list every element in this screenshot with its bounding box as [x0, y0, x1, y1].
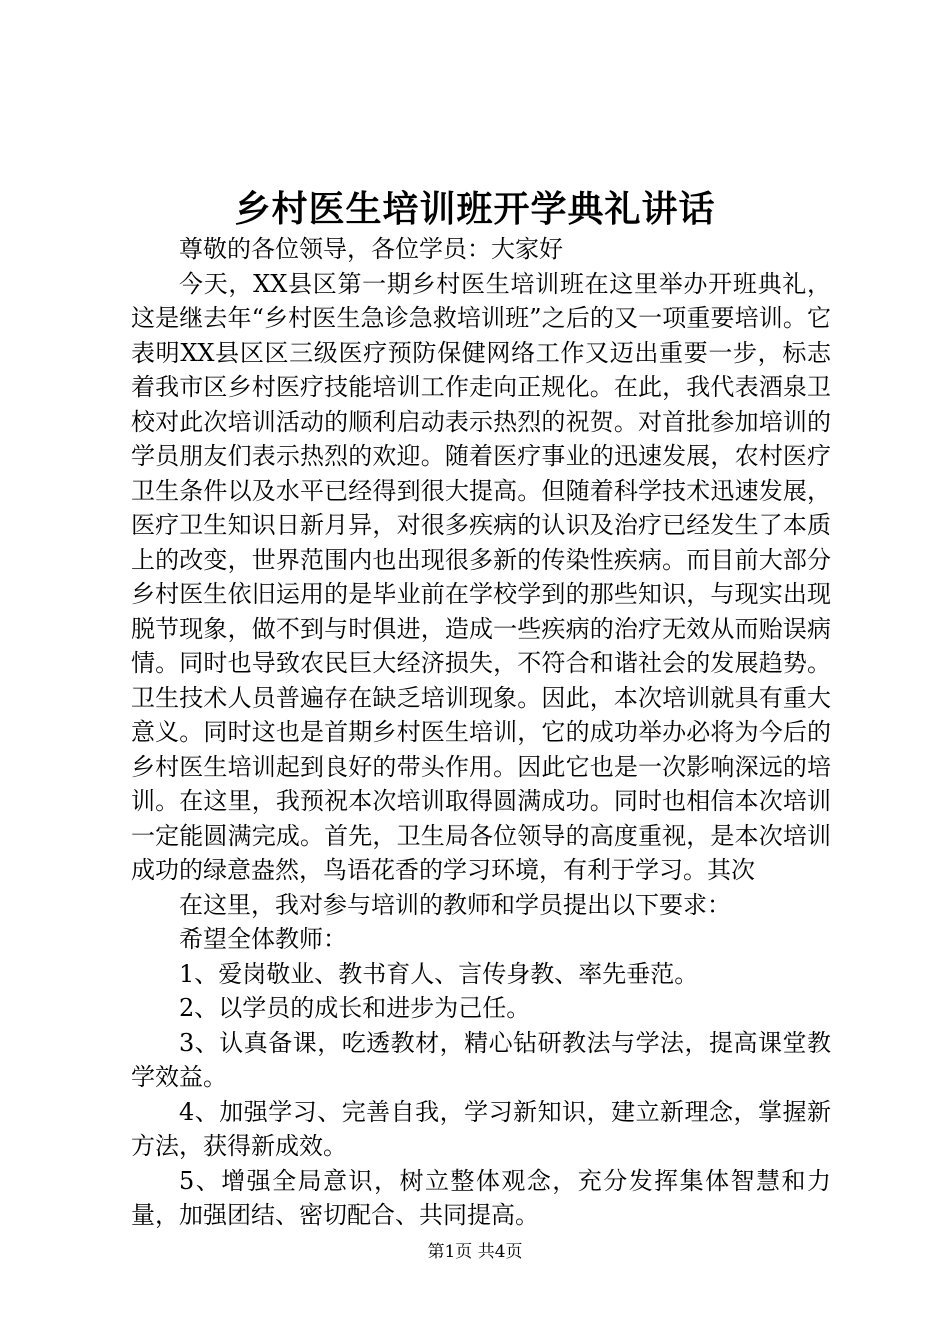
list-item-1: 1、爱岗敬业、教书育人、言传身教、率先垂范。: [179, 959, 699, 988]
list-item-4: 4、加强学习、完善自我，学习新知识，建立新理念，掌握新方法，获得新成效。: [131, 1097, 831, 1160]
page-footer: 第1页 共4页: [427, 1242, 523, 1262]
list-item-5: 5、增强全局意识，树立整体观念，充分发挥集体智慧和力量，加强团结、密切配合、共同提高。: [131, 1166, 831, 1229]
list-item-3: 3、认真备课，吃透教材，精心钻研教法与学法，提高课堂教学效益。: [131, 1028, 831, 1091]
document-title: 乡村医生培训班开学典礼讲话: [234, 188, 716, 230]
list-item-2: 2、以学员的成长和进步为己任。: [179, 994, 531, 1022]
paragraph-main: 今天，XX县区第一期乡村医生培训班在这里举办开班典礼，这是继去年“乡村医生急诊急救培训班”之后的又一项重要培训。它表明XX县区区三级医疗预防保健网络工作又迈出重要一步，标志着我市区乡村医疗技能培训工作走向正规化。在此，我代表酒泉卫校对此次培训活动的顺利启动表示热烈的祝贺。对首批参加培训的学员朋友们表示热烈的欢迎。随着医疗事业的迅速发展，农村医疗卫生条件以及水平已经得到很大提高。但随着科学技术迅速发展，医疗卫生知识日新月异，对很多疾病的认识及治疗已经发生了本质上的改变，世界范围内也出现很多新的传染性疾病。而目前大部分乡村医生依旧运用的是毕业前在学校学到的那些知识，与现实出现脱节现象，做不到与时俱进，造成一些疾病的治疗无效从而贻误病情。同时也导致农民巨大经济损失，不符合和谐社会的发展趋势。卫生技术人员普遍存在缺乏培训现象。因此，本次培训就具有重大意义。同时这也是首期乡村医生培训，它的成功举办必将为今后的乡村医生培训起到良好的带头作用。因此它也是一次影响深远的培训。在这里，我预祝本次培训取得圆满成功。同时也相信本次培训一定能圆满完成。首先，卫生局各位领导的高度重视，是本次培训成功的绿意盎然，鸟语花香的学习环境，有利于学习。其次: [131, 269, 831, 884]
paragraph-requirements-intro: 在这里，我对参与培训的教师和学员提出以下要求：: [179, 890, 731, 919]
paragraph-greeting: 尊敬的各位领导，各位学员：大家好: [179, 235, 563, 263]
document-body: [131, 232, 831, 1233]
paragraph-teachers-heading: 希望全体教师：: [179, 925, 347, 953]
